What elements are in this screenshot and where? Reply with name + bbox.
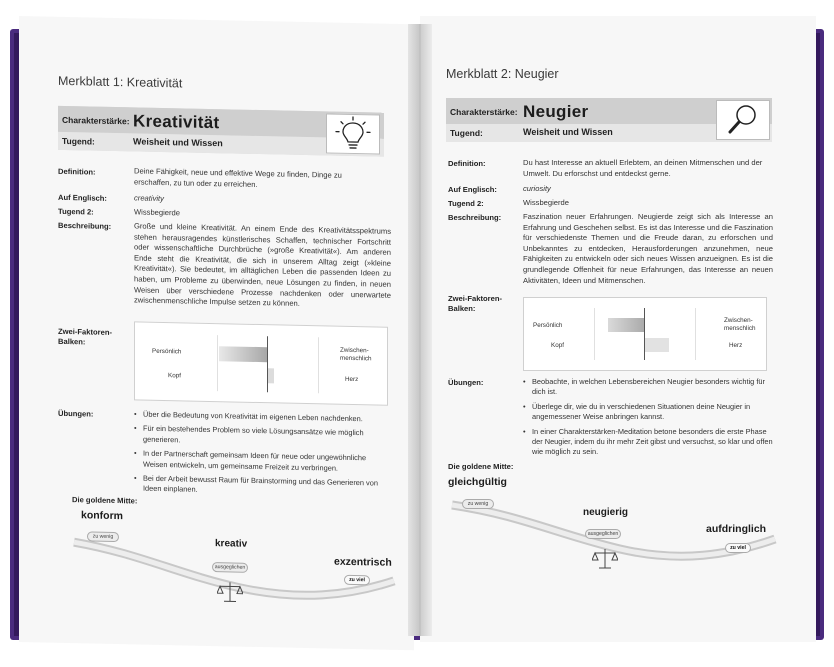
mean-mid-tag: ausgeglichen [212,562,248,573]
golden-mean-label: Die goldene Mitte: [72,495,138,506]
description-label: Beschreibung: [448,213,502,222]
lightbulb-icon [326,113,380,154]
bar-personal-interpersonal [219,346,267,362]
sheet-title: Merkblatt 2: Neugier [446,67,559,81]
exercise-item: • Beobachte, in welchen Lebensbereichen Neugier besonders wichtig für dich ist. [523,377,773,398]
exercise-item: • Überlege dir, wie du in verschiedenen Situationen deine Neugier in angemessener Weise anbringen kannst. [523,402,773,423]
virtue2-text: Wissbegierde [134,207,181,218]
exercise-item: • Für ein bestehendes Problem so viele Lösungsansätze wie möglich generieren. [134,424,391,450]
bar-center-line [267,336,268,392]
left-page [19,16,414,650]
definition-text: Du hast Interesse an aktuell Erlebtem, an deinen Mitmenschen und der Umwelt. Du erforschst und entdeckst gerne. [523,158,763,178]
strength-name: Neugier [523,102,589,121]
virtue-label: Tugend: [450,128,483,138]
mean-low: gleichgültig [448,476,507,488]
mean-high: exzentrisch [334,555,392,569]
mean-mid: kreativ [215,538,248,550]
strength-label: Charakterstärke: [62,114,130,127]
bar-label-personal: Persönlich [533,322,563,329]
english-text: creativity [134,193,164,204]
virtue2-text: Wissbegierde [523,198,570,207]
two-factor-bars [134,321,388,405]
mean-low-tag: zu wenig [87,531,119,542]
english-label: Auf Englisch: [448,185,497,194]
mean-low-tag: zu wenig [462,499,494,509]
bar-label-personal: Persönlich [152,347,182,356]
right-page [420,16,816,642]
bars-label: Zwei-Faktoren-Balken: [58,326,113,347]
bar-label-head: Kopf [168,372,181,380]
bar-label-interpersonal: Zwischen-menschlich [724,317,756,332]
strength-header [446,98,772,142]
definition-label: Definition: [58,166,96,177]
virtue-label: Tugend: [62,135,95,147]
bar-label-heart: Herz [729,342,743,349]
mean-high-tag: zu viel [725,543,751,553]
bar-head-heart [268,368,274,383]
book-gutter [408,24,432,636]
bar-center-line [644,308,645,360]
exercises-label: Übungen: [58,408,94,419]
golden-mean-label: Die goldene Mitte: [448,462,514,471]
description-text: Große und kleine Kreativität. An einem Ende des Kreativitätsspektrums stehen herausragendes künstlerisches Schaffen, technischer Fortschritt oder wissenschaftliche Durchbrüche (»große Kreativität«). Am anderen Ende steht die Kreativität, die sich in unserem Alltag zeigt (»kleine Kreativität«). Sie bedeutet, im alltäglichen Leben die passenden Ideen zu haben, um Probleme zu überwinden, neue Lösungen zu finden, in neuen Weisen über verschiedene Prozesse nachdenken oder unerwartete zwischenmenschliche Impulse setzen zu können. [134,221,391,309]
exercises-list [134,409,391,503]
bar-label-head: Kopf [551,342,564,349]
virtue2-label: Tugend 2: [448,199,484,208]
definition-label: Definition: [448,159,486,168]
exercise-item: • Bei der Arbeit bewusst Raum für Brainstorming und das Generieren von Ideen einplanen. [134,473,391,499]
strength-header [58,106,384,157]
definition-text: Deine Fähigkeit, neue und effektive Wege zu finden, Dinge zu erschaffen, zu tun oder zu erreichen. [134,166,342,189]
strength-name: Kreativität [133,111,220,133]
bars-label: Zwei-Faktoren-Balken: [448,294,503,313]
scales-icon [592,547,618,571]
mean-high: aufdringlich [706,523,767,535]
virtue2-label: Tugend 2: [58,206,94,217]
exercise-item: • In der Partnerschaft gemeinsam Ideen für neue oder ungewöhnliche Weisen entwickeln, um gemeinsame Freizeit zu verbringen. [134,449,391,475]
bar-label-interpersonal: Zwischen-menschlich [340,346,372,362]
bar-label-heart: Herz [345,375,359,384]
exercises-list [523,377,773,462]
virtue-value: Weisheit und Wissen [133,136,223,149]
mean-mid: neugierig [583,507,629,518]
sheet-title: Merkblatt 1: Kreativität [58,73,183,91]
scales-icon [217,580,243,605]
english-label: Auf Englisch: [58,192,107,203]
virtue-value: Weisheit und Wissen [523,127,613,137]
english-text: curiosity [523,184,551,193]
bar-personal-interpersonal [608,318,644,332]
strength-label: Charakterstärke: [450,107,518,117]
mean-high-tag: zu viel [344,575,370,586]
mean-low: konform [81,509,123,523]
description-label: Beschreibung: [58,220,112,231]
description-text: Faszination neuer Erfahrungen. Neugierde zeigt sich als Interesse an Erfahrung und Geschehen selbst. Es ist das Interesse und die Faszination für verschiedenste Themen und die Freude daran, zu erforschen und Unbekanntes zu entdecken, Herausforderungen anzunehmen, neue Fähigkeiten zu entwickeln oder sich neues Wissen anzueignen. Es ist die grundlegende Offenheit für neue Erfahrungen, das Interesse an neuen Aktivitäten, Ideen und Mitmenschen. [523,212,773,285]
exercise-item: • Über die Bedeutung von Kreativität im eigenen Leben nachdenken. [134,409,391,425]
exercise-item: • In einer Charakterstärken-Meditation betone besonders die erste Phase der Neugier, indem du ihr mehr Zeit gibst und versuchst, so klar und offen wie möglich zu sein. [523,427,773,458]
mean-mid-tag: ausgeglichen [585,529,621,539]
exercises-label: Übungen: [448,378,484,387]
bar-head-heart [645,338,669,352]
magnifier-icon [716,100,770,140]
two-factor-bars [523,297,767,371]
